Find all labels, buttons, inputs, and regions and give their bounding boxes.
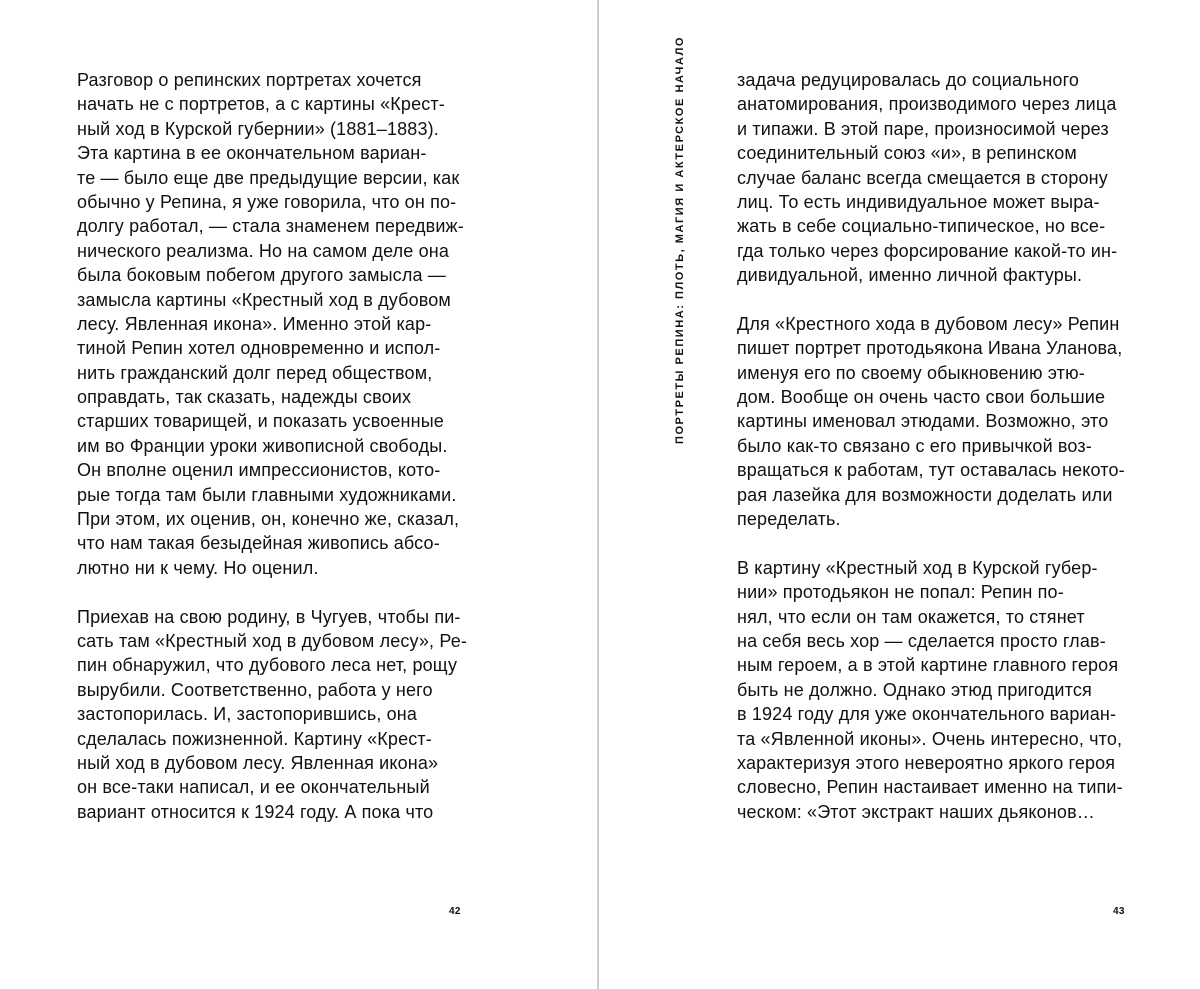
right-page <box>600 0 1200 989</box>
right-paragraph-3 <box>737 556 1125 824</box>
paragraph-gap <box>77 580 467 604</box>
text-line: сать там «Крестный ход в дубовом лесу», Ре- <box>77 630 468 651</box>
text-line: нии» протодьякон не попал: Репин по- <box>737 582 1064 603</box>
text-line: лютно ни к чему. Но оценил. <box>77 557 319 578</box>
text-line: лиц. То есть индивидуальное может выра- <box>737 191 1100 212</box>
text-line: жать в себе социально-типическое, но все- <box>737 216 1106 237</box>
text-line: была боковым побегом другого замысла — <box>77 265 446 286</box>
text-line: именуя его по своему обыкновению этю- <box>737 362 1085 383</box>
text-line: тиной Репин хотел одновременно и испол- <box>77 338 441 359</box>
text-line: рые тогда там были главными художниками. <box>77 484 457 505</box>
text-line: задача редуцировалась до социального <box>737 70 1080 90</box>
right-page-text <box>737 68 1125 824</box>
left-page <box>0 0 598 989</box>
text-line: вырубили. Соответственно, работа у него <box>77 679 433 700</box>
text-line: ный ход в Курской губернии» (1881–1883). <box>77 118 439 139</box>
text-line: и типажи. В этой паре, произносимой через <box>737 118 1109 139</box>
text-line: сделалась пожизненной. Картину «Крест- <box>77 728 432 749</box>
text-line: нить гражданский долг перед обществом, <box>77 362 433 383</box>
text-line: Эта картина в ее окончательном вариан- <box>77 143 427 164</box>
text-line: При этом, их оценив, он, конечно же, сказал, <box>77 509 460 530</box>
book-gutter <box>597 0 599 989</box>
text-line: та «Явленной иконы». Очень интересно, что, <box>737 728 1123 749</box>
text-line: он все-таки написал, и ее окончательный <box>77 777 430 798</box>
text-line: дом. Вообще он очень часто свои большие <box>737 387 1106 408</box>
text-line: рая лазейка для возможности доделать или <box>737 484 1113 505</box>
text-line: ческом: «Этот экстракт наших дьяконов… <box>737 801 1095 822</box>
text-line: быть не должно. Однако этюд пригодится <box>737 679 1092 700</box>
text-line: нял, что если он там окажется, то стянет <box>737 606 1085 627</box>
text-line: картины именовал этюдами. Возможно, это <box>737 411 1109 432</box>
left-paragraph-1 <box>77 68 467 580</box>
text-line: долгу работал, — стала знаменем передвиж- <box>77 216 464 237</box>
text-line: случае баланс всегда смещается в сторону <box>737 167 1108 188</box>
text-line: Разговор о репинских портретах хочется <box>77 70 422 90</box>
text-line: характеризуя этого невероятно яркого героя <box>737 752 1116 773</box>
right-paragraph-1 <box>737 68 1125 288</box>
text-line: застопорилась. И, застопорившись, она <box>77 704 418 725</box>
text-line: Приехав на свою родину, в Чугуев, чтобы пи- <box>77 606 461 627</box>
left-page-text <box>77 68 467 824</box>
text-line: Он вполне оценил импрессионистов, кото- <box>77 460 441 481</box>
text-line: обычно у Репина, я уже говорила, что он по- <box>77 191 457 212</box>
text-line: замысла картины «Крестный ход в дубовом <box>77 289 451 310</box>
text-line: пин обнаружил, что дубового леса нет, рощу <box>77 655 458 676</box>
text-line: на себя весь хор — сделается просто глав- <box>737 630 1106 651</box>
text-line: вращаться к работам, тут оставалась некото- <box>737 460 1125 481</box>
text-line: лесу. Явленная икона». Именно этой кар- <box>77 313 432 334</box>
text-line: те — было еще две предыдущие версии, как <box>77 167 460 188</box>
paragraph-gap <box>737 288 1125 312</box>
text-line: В картину «Крестный ход в Курской губер- <box>737 557 1098 578</box>
text-line: словесно, Репин настаивает именно на типи- <box>737 777 1123 798</box>
text-line: гда только через форсирование какой-то ин- <box>737 240 1118 261</box>
text-line: старших товарищей, и показать усвоенные <box>77 411 444 432</box>
text-line: начать не с портретов, а с картины «Крест- <box>77 94 445 115</box>
text-line: пишет портрет протодьякона Ивана Уланова, <box>737 338 1123 359</box>
text-line: им во Франции уроки живописной свободы. <box>77 435 448 456</box>
right-paragraph-2 <box>737 312 1125 532</box>
text-line: вариант относится к 1924 году. А пока что <box>77 801 434 822</box>
text-line: было как-то связано с его привычкой воз- <box>737 435 1092 456</box>
page-number-left: 42 <box>449 906 461 917</box>
paragraph-gap <box>737 531 1125 555</box>
page-number-right: 43 <box>1113 906 1125 917</box>
text-line: Для «Крестного хода в дубовом лесу» Репин <box>737 313 1120 334</box>
text-line: переделать. <box>737 509 841 530</box>
text-line: нического реализма. Но на самом деле она <box>77 240 450 261</box>
text-line: в 1924 году для уже окончательного вариан- <box>737 704 1117 725</box>
text-line: соединительный союз «и», в репинском <box>737 143 1077 164</box>
running-head: ПОРТРЕТЫ РЕПИНА: ПЛОТЬ, МАГИЯ И АКТЕРСКОЕ НАЧАЛО <box>674 36 686 444</box>
text-line: ный ход в дубовом лесу. Явленная икона» <box>77 752 439 773</box>
text-line: дивидуальной, именно личной фактуры. <box>737 265 1083 286</box>
text-line: оправдать, так сказать, надежды своих <box>77 387 412 408</box>
text-line: ным героем, а в этой картине главного героя <box>737 655 1119 676</box>
text-line: анатомирования, производимого через лица <box>737 94 1117 115</box>
text-line: что нам такая безыдейная живопись абсо- <box>77 533 440 554</box>
left-paragraph-2 <box>77 605 467 825</box>
